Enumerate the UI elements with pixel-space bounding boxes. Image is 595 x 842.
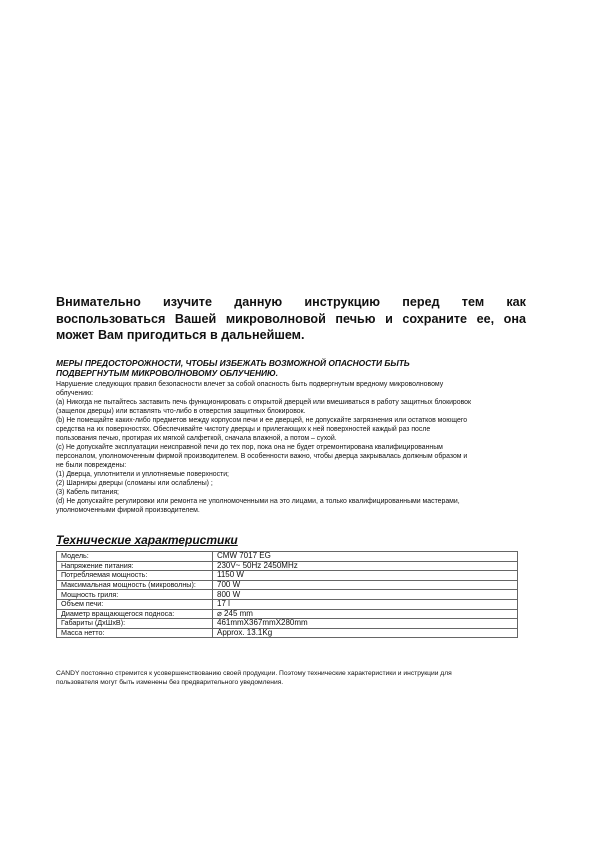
footer-note-line-2: пользователя могут быть изменены без предварительного уведомления. bbox=[56, 679, 284, 687]
precautions-line: персоналом, уполномоченным фирмой производителем. В особенности важно, чтобы дверца закрывалась должным образом и bbox=[56, 453, 468, 460]
precautions-title bbox=[56, 358, 526, 378]
table-row bbox=[57, 590, 518, 600]
precautions-line: пользования печью, протирая их мягкой салфеткой, сначала влажной, а потом – сухой. bbox=[56, 435, 337, 442]
footer-note-line-1: CANDY постоянно стремится к усовершенствованию своей продукции. Поэтому технические характеристики и инструкции для bbox=[56, 670, 452, 677]
spec-value: 700 W bbox=[213, 580, 518, 590]
spec-value: CMW 7017 EG bbox=[213, 552, 518, 562]
precautions-line: (с) Не допускайте эксплуатации неисправной печи до тех пор, пока она не будет отремонтирована квалифицированным bbox=[56, 444, 443, 451]
spec-value: ⌀ 245 mm bbox=[213, 609, 518, 619]
spec-value: Approx. 13.1Kg bbox=[213, 628, 518, 638]
precautions-body bbox=[56, 380, 526, 515]
intro-line-1: Внимательно изучите данную инструкцию перед тем как bbox=[56, 295, 526, 309]
spec-value: 17 l bbox=[213, 599, 518, 609]
intro-line-3: может Вам пригодиться в дальнейшем. bbox=[56, 328, 305, 342]
precautions-line: (защелок дверцы) или вставлять что-либо в отверстия защитных блокировок. bbox=[56, 408, 306, 415]
table-row bbox=[57, 552, 518, 562]
precautions-line: (2) Шарниры дверцы (сломаны или ослаблены) ; bbox=[56, 480, 213, 487]
spec-value: 1150 W bbox=[213, 571, 518, 581]
precautions-line: не были повреждены: bbox=[56, 462, 127, 469]
spec-label: Диаметр вращающегося подноса: bbox=[57, 609, 213, 619]
precautions-line: Нарушение следующих правил безопасности влечет за собой опасность быть подвергнутым вредному микроволновому bbox=[56, 381, 444, 388]
intro-line-2: воспользоваться Вашей микроволновой печью и сохраните ее, она bbox=[56, 311, 526, 326]
table-row bbox=[57, 609, 518, 619]
precautions-line: (d) Не допускайте регулировки или ремонта не уполномоченными на это лицами, а только квалифицированными мастерами, bbox=[56, 498, 460, 505]
specs-table bbox=[56, 551, 518, 638]
precautions-title-line-2: ПОДВЕРГНУТЫМ МИКРОВОЛНОВОМУ ОБЛУЧЕНИЮ. bbox=[56, 368, 279, 379]
table-row bbox=[57, 619, 518, 629]
spec-label: Потребляемая мощность: bbox=[57, 571, 213, 581]
precautions-line: уполномоченными фирмой производителем. bbox=[56, 507, 200, 514]
intro-paragraph bbox=[56, 294, 526, 344]
spec-value: 461mmX367mmX280mm bbox=[213, 619, 518, 629]
spec-label: Габариты (ДхШхВ): bbox=[57, 619, 213, 629]
spec-label: Модель: bbox=[57, 552, 213, 562]
spec-label: Мощность гриля: bbox=[57, 590, 213, 600]
precautions-line: (b) Не помещайте каких-либо предметов между корпусом печи и ее дверцей, не допускайте загрязнения или остатков моющего bbox=[56, 417, 468, 424]
precautions-title-line-1: МЕРЫ ПРЕДОСТОРОЖНОСТИ, ЧТОБЫ ИЗБЕЖАТЬ ВОЗМОЖНОЙ ОПАСНОСТИ БЫТЬ bbox=[56, 358, 410, 368]
footer-note bbox=[56, 669, 526, 687]
table-row bbox=[57, 628, 518, 638]
table-row bbox=[57, 571, 518, 581]
precautions-line: облучению: bbox=[56, 390, 94, 397]
table-row bbox=[57, 580, 518, 590]
precautions-line: (а) Никогда не пытайтесь заставить печь функционировать с открытой дверцей или вмешиваться в работу защитных блокировок bbox=[56, 399, 472, 406]
precautions-line: средства на их поверхностях. Обеспечивайте чистоту дверцы и прилегающих к ней поверхностей каждый раз после bbox=[56, 426, 431, 433]
specs-title: Технические характеристики bbox=[56, 533, 238, 547]
spec-label: Объем печи: bbox=[57, 599, 213, 609]
spec-value: 230V~ 50Hz 2450MHz bbox=[213, 561, 518, 571]
spec-value: 800 W bbox=[213, 590, 518, 600]
spec-label: Масса нетто: bbox=[57, 628, 213, 638]
spec-label: Напряжение питания: bbox=[57, 561, 213, 571]
table-row bbox=[57, 599, 518, 609]
table-row bbox=[57, 561, 518, 571]
precautions-line: (1) Дверца, уплотнители и уплотняемые поверхности; bbox=[56, 471, 229, 478]
precautions-line: (3) Кабель питания; bbox=[56, 489, 119, 496]
spec-label: Максимальная мощность (микроволны): bbox=[57, 580, 213, 590]
